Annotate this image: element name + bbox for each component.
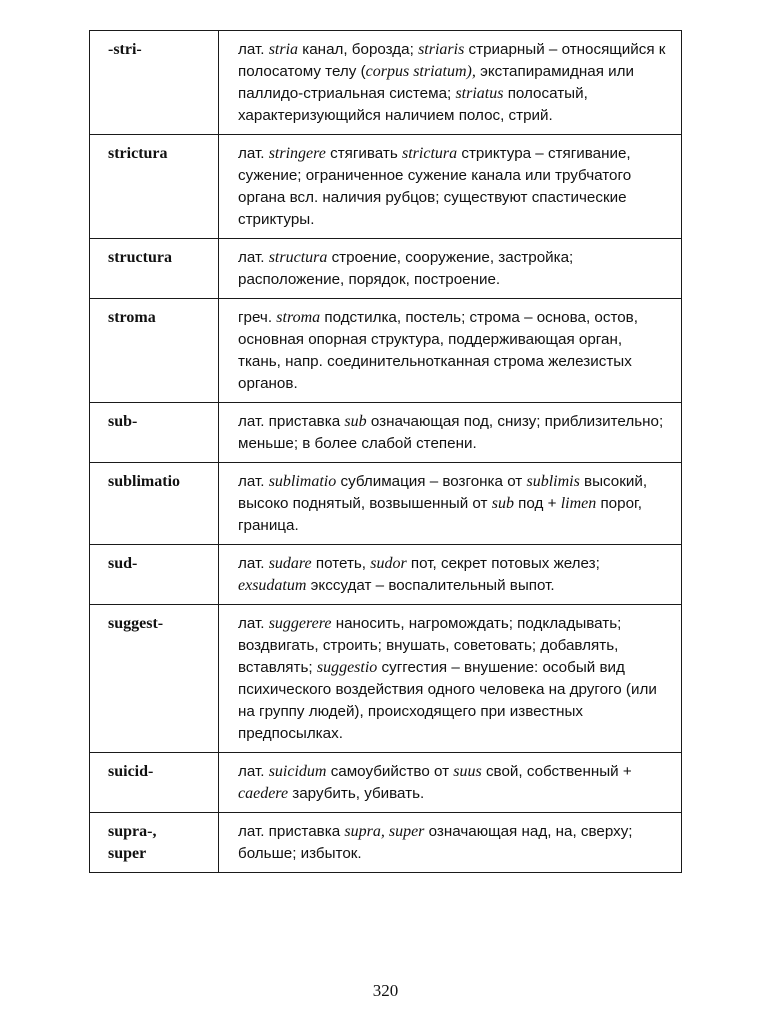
definition-text: лат. xyxy=(238,145,269,162)
definition-italic-term: structura xyxy=(268,249,328,266)
definition-text: канал, борозда; xyxy=(298,41,419,58)
definition-italic-term: limen xyxy=(560,495,597,512)
entry-definition xyxy=(219,753,682,813)
definition-italic-term: sub xyxy=(491,495,514,512)
entry-definition xyxy=(219,813,682,873)
definition-text: греч. xyxy=(238,309,277,326)
page-number: 320 xyxy=(372,981,399,1000)
definition-italic-term: stroma xyxy=(276,309,321,326)
definition-italic-term: striatus xyxy=(455,85,504,102)
definition-text: зарубить, убивать. xyxy=(288,785,425,802)
definition-text: высокий, высоко поднятый, возвышенный от xyxy=(238,473,648,512)
entry-term xyxy=(90,299,219,403)
term-text: -stri- xyxy=(108,41,142,58)
term-text: stroma xyxy=(108,309,156,326)
definition-text: лат. xyxy=(238,615,269,632)
definition-text: лат. xyxy=(238,473,269,490)
definition-text: строение, сооружение, застройка; расположение, порядок, построение. xyxy=(238,249,574,288)
dictionary-row xyxy=(90,403,682,463)
definition-text: лат. xyxy=(238,555,269,572)
definition-text: лат. xyxy=(238,763,269,780)
definition-text: лат. приставка xyxy=(238,823,345,840)
definition-text: означающая под, снизу; приблизительно; меньше; в более слабой степени. xyxy=(238,413,664,452)
dictionary-row xyxy=(90,813,682,873)
definition-text: стриарный – относящийся к полосатому телу ( xyxy=(238,41,666,80)
entry-definition xyxy=(219,239,682,299)
entry-term xyxy=(90,239,219,299)
entry-definition xyxy=(219,135,682,239)
definition-text: лат. xyxy=(238,41,269,58)
definition-text: потеть, xyxy=(311,555,371,572)
entry-definition xyxy=(219,463,682,545)
definition-italic-term: stria xyxy=(268,41,299,58)
definition-text: под + xyxy=(513,495,561,512)
definition-text: экссудат – воспалительный выпот. xyxy=(306,577,555,594)
entry-term xyxy=(90,135,219,239)
definition-text: стриктура – стягивание, сужение; ограниченное сужение канала или трубчатого органа всл. наличия рубцов; существуют спастические стриктуры. xyxy=(238,145,632,228)
definition-italic-term: sub xyxy=(344,413,367,430)
definition-italic-term: suicidum xyxy=(268,763,327,780)
dictionary-table xyxy=(89,30,682,873)
definition-italic-term: striaris xyxy=(418,41,465,58)
definition-text: экстапирамидная или паллидо-стриальная система; xyxy=(238,63,634,102)
dictionary-row xyxy=(90,239,682,299)
entry-term xyxy=(90,31,219,135)
term-text: supra-, xyxy=(108,823,157,840)
entry-definition xyxy=(219,31,682,135)
definition-italic-term: sublimis xyxy=(526,473,580,490)
term-text: super xyxy=(108,845,147,862)
definition-italic-term: sudor xyxy=(370,555,407,572)
term-text: strictura xyxy=(108,145,168,162)
entry-definition xyxy=(219,403,682,463)
term-text: suggest- xyxy=(108,615,164,632)
definition-italic-term: suggerere xyxy=(268,615,332,632)
term-text: structura xyxy=(108,249,172,266)
definition-italic-term: stringere xyxy=(268,145,326,162)
term-text: sud- xyxy=(108,555,138,572)
entry-term xyxy=(90,463,219,545)
term-text: sub- xyxy=(108,413,138,430)
dictionary-row xyxy=(90,31,682,135)
entry-term xyxy=(90,813,219,873)
dictionary-row xyxy=(90,605,682,753)
dictionary-row xyxy=(90,135,682,239)
definition-text: порог, граница. xyxy=(238,495,642,534)
definition-italic-term: exsudatum xyxy=(238,577,307,594)
entry-definition xyxy=(219,299,682,403)
entry-definition xyxy=(219,605,682,753)
definition-text: стягивать xyxy=(325,145,402,162)
entry-term xyxy=(90,753,219,813)
entry-term xyxy=(90,605,219,753)
dictionary-row xyxy=(90,463,682,545)
definition-text: полосатый, характеризующийся наличием полос, стрий. xyxy=(238,85,588,124)
definition-text: пот, секрет потовых желез; xyxy=(406,555,600,572)
definition-text: наносить, нагромождать; подкладывать; воздвигать, строить; внушать, советовать; добавлять, вставлять; xyxy=(238,615,622,676)
entry-term xyxy=(90,545,219,605)
dictionary-row xyxy=(90,299,682,403)
definition-text: означающая над, на, сверху; больше; избыток. xyxy=(238,823,633,862)
definition-italic-term: corpus striatum), xyxy=(365,63,476,80)
definition-italic-term: sudare xyxy=(268,555,312,572)
definition-text: лат. xyxy=(238,249,269,266)
definition-text: самоубийство от xyxy=(326,763,454,780)
definition-italic-term: suus xyxy=(453,763,482,780)
definition-text: лат. приставка xyxy=(238,413,345,430)
definition-text: свой, собственный + xyxy=(481,763,632,780)
term-text: sublimatio xyxy=(108,473,181,490)
term-text: suicid- xyxy=(108,763,154,780)
definition-italic-term: caedere xyxy=(238,785,289,802)
definition-text: подстилка, постель; строма – основа, остов, основная опорная структура, поддерживающая орган, ткань, напр. соединительнотканная строма железистых органов. xyxy=(238,309,638,392)
dictionary-body xyxy=(90,31,682,873)
entry-definition xyxy=(219,545,682,605)
definition-text: сублимация – возгонка от xyxy=(336,473,527,490)
entry-term xyxy=(90,403,219,463)
definition-italic-term: suggestio xyxy=(316,659,378,676)
definition-italic-term: sublimatio xyxy=(268,473,337,490)
definition-text: суггестия – внушение: особый вид психического воздействия одного человека на другого (или на группу людей), происходящего при известных предпосылках. xyxy=(238,659,657,742)
definition-italic-term: supra, super xyxy=(344,823,425,840)
dictionary-row xyxy=(90,753,682,813)
definition-italic-term: strictura xyxy=(402,145,458,162)
dictionary-row xyxy=(90,545,682,605)
